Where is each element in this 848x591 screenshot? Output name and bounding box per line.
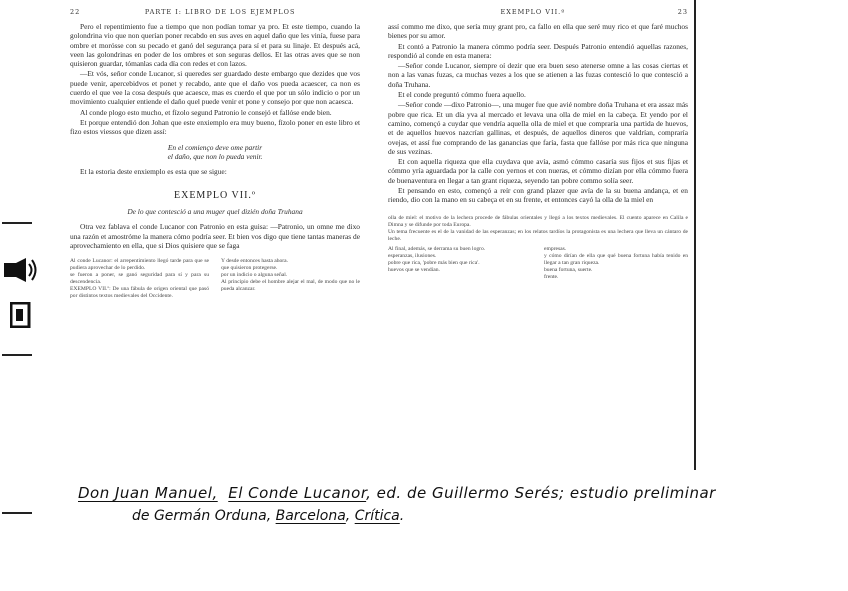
citation-line-2: de Germán Orduna, Barcelona, Crítica. bbox=[132, 508, 405, 524]
footnote: por un indicio o alguna señal. bbox=[221, 272, 288, 279]
scan-mark-top bbox=[2, 222, 32, 224]
footnote: esperanzas, ilusiones. bbox=[388, 252, 437, 259]
footnotes-left bbox=[70, 258, 360, 300]
citation-introducer: Germán Orduna bbox=[153, 508, 267, 524]
paragraph: —Señor conde —dixo Patronio—, una muger fue que avié nombre doña Truhana et era assaz más pobre que rica. Et un día yva al mercado et levava una olla de miel en la cabeça. Et yendo por el camino, començó a cuydar que vendría aquella olla de miel et que compraría una partida de huevos, et de aquellos huevos nazcrían gallinas, et después, de aquellos dineros que valdrían, compraría ovejas, et assí fue comprando de las ganancias que faría, fasta que fallóse por más rica que ninguna de sus vezinas. bbox=[388, 100, 688, 156]
footnotes-col-2 bbox=[221, 258, 360, 300]
footnote: que quisieron protegerse. bbox=[221, 265, 278, 272]
paragraph: Et porque entendió don Johan que este enxiemplo era muy bueno, fízolo poner en este libro et fizo estos viessos que dizen assí: bbox=[70, 117, 360, 137]
footnotes-right-cols bbox=[388, 246, 688, 281]
citation-edition: , ed. de Guillermo Serés; estudio preliminar bbox=[366, 484, 716, 502]
footnote: Al final, además, se derrama su buen logro. bbox=[388, 245, 486, 252]
footnotes-col-1 bbox=[388, 246, 532, 281]
chapter-subtitle: De lo que contesció a una muger quel dizién doña Truhana bbox=[127, 207, 303, 217]
footnote: EXEMPLO VII.º: De una fábula de origen oriental que pasó por distintos textos medievales del Occidente. bbox=[70, 286, 209, 300]
scan-mark-lower bbox=[2, 512, 32, 514]
left-closing bbox=[70, 167, 360, 176]
citation-city: Barcelona bbox=[275, 508, 346, 524]
footnote: empresas. bbox=[544, 245, 567, 252]
page-number-right: 23 bbox=[677, 8, 688, 16]
running-head-title-right: EXEMPLO VII.º bbox=[500, 8, 566, 16]
citation-title: El Conde Lucanor bbox=[228, 484, 367, 502]
paragraph: Et contó a Patronio la manera cómmo podría seer. Después Patronio entendió aquellas razones, respondió al conde en esta manera: bbox=[388, 41, 688, 60]
document-icon bbox=[10, 302, 32, 332]
footnote: Y desde entonces hasta ahora. bbox=[221, 258, 289, 265]
chapter-opening bbox=[70, 222, 360, 250]
footnote: Al conde Lucanor: el arrepentimiento llegó tarde para que se pudiera aprovechar de lo perdido. bbox=[70, 258, 209, 272]
paragraph: Al conde plogo esto mucho, et fízolo segund Patronio le consejó et fallóse ende bien. bbox=[80, 107, 332, 117]
footnotes-right bbox=[388, 215, 688, 281]
handwritten-citation bbox=[78, 484, 838, 524]
paragraph: Et con aquella riqueza que ella cuydava que avía, asmó cómmo casaría sus fijos et sus fijas et cómmo yría aguardada por la calle con yernos et con nueras, et cómmo dizían por ella cómmo fuera de buenaventura en llegar a tan grant riqueza, seyendo tan pobre commo solía seer. bbox=[388, 157, 688, 185]
citation-publisher: Crítica bbox=[354, 508, 400, 524]
citation-line-1 bbox=[78, 484, 838, 502]
page-number-left: 22 bbox=[70, 8, 81, 16]
paragraph: —Señor conde Lucanor, siempre oí dezir que era buen seso atenerse omne a las cosas ciertas et non a las vanas fuzas, ca muchas vezes a los que se atienen a las fuzas contesció lo que contesció a doña Truhana. bbox=[388, 61, 688, 89]
right-page bbox=[388, 0, 688, 470]
right-body-text bbox=[388, 22, 688, 205]
footnotes-col-1 bbox=[70, 258, 209, 300]
citation-prefix: de bbox=[132, 508, 150, 524]
verse-line: En el comienço deve ome partir bbox=[167, 142, 263, 152]
running-head-right bbox=[388, 8, 688, 22]
footnote: Un tema frecuente es el de la vanidad de las esperanzas; en los relatos tardíos la protagonista es una lechera que lleva un cántaro de leche. bbox=[388, 228, 688, 242]
left-body-text bbox=[70, 22, 360, 137]
paragraph: —Et vós, señor conde Lucanor, si queredes ser guardado deste embargo que dezides que vos puede venir, apercebidvos et ponet y recabdo, ante que el daño vos pueda acaescer, ca non es cuerdo el que vee la cosa después que acaesce, mas es cuerdo el que por un sólo indicio o por un movimiento cualquier entiende el daño quel puede venir et pone y consejo por que non acaesca. bbox=[70, 69, 360, 107]
moral-verse bbox=[70, 143, 360, 162]
speaker-icon bbox=[4, 258, 38, 286]
scan-mark-bottom bbox=[2, 354, 32, 356]
paragraph: Et pensando en esto, començó a reír con grand plazer que avía de la su buena andança, et en riendo, dio con la mano en su cabeça et en su frente, et entonces cayó la olla de la miel en bbox=[388, 186, 688, 205]
running-head-title-left: PARTE I: LIBRO DE LOS EJEMPLOS bbox=[144, 8, 296, 16]
citation-end: . bbox=[399, 508, 405, 524]
footnote: pobre que rica, 'pobre más bien que rica'. bbox=[388, 259, 480, 266]
citation-separator: , bbox=[266, 508, 276, 524]
footnote: frente. bbox=[544, 273, 559, 280]
paragraph: Et el conde preguntó cómmo fuera aquello. bbox=[398, 90, 526, 100]
paragraph: assí commo me dixo, que sería muy grant pro, ca fallo en ella que seré muy rico et que faré muchos bienes por su amor. bbox=[388, 22, 688, 41]
chapter-title: EXEMPLO VII.º bbox=[173, 190, 257, 202]
footnote: se fueron a poner, se ganó seguridad para sí y para su descendencia. bbox=[70, 272, 209, 286]
paragraph: Pero el repentimiento fue a tiempo que non podían tomar ya pro. Et este tiempo, cuando la golondrina vio que non querían poner recabdo en sus aves en aquel daño que les vinía, fuese para ombre et morósse con su pecado et ganó del segurança para sí et para su linaje. Et después acá, veen las golondrinas en poder de los ombres et son seguras dellos. Et las otras aves que se non quisieron guardar, tómanlas cada día con redes et con lazos. bbox=[70, 22, 360, 69]
paragraph: Et la estoria deste enxiemplo es esta que se sigue: bbox=[80, 167, 227, 177]
footnote: buena fortuna, suerte. bbox=[544, 266, 593, 273]
footnotes-col-2 bbox=[544, 246, 688, 281]
citation-author: Don Juan Manuel, bbox=[78, 484, 218, 502]
footnote: Al principio debe el hombre alejar el mal, de modo que no le pueda alcanzar. bbox=[221, 279, 360, 293]
running-head-left bbox=[70, 8, 360, 22]
page-right-edge bbox=[694, 0, 696, 470]
paragraph: Otra vez fablava el conde Lucanor con Patronio en esta guisa: —Patronio, un omne me dixo una razón et amostróme la manera cómo podría seer. Et bien vos digo que tiene tantas maneras de aprovechamiento en ella, que si Dios quisiere que se faga bbox=[70, 222, 360, 251]
footnote: huevos que se vendían. bbox=[388, 266, 440, 273]
footnote: y cómo dirían de ella que qué buena fortuna había tenido en llegar a tan gran riqueza. bbox=[544, 252, 688, 266]
left-page bbox=[70, 0, 360, 470]
footnote: olla de miel: el motivo de la lechera procede de fábulas orientales y llegó a los textos medievales. El cuento aparece en Calila e Dimna y se difunde por toda Europa. bbox=[388, 214, 688, 228]
verse-line: el daño, que non lo pueda venir. bbox=[167, 151, 263, 161]
